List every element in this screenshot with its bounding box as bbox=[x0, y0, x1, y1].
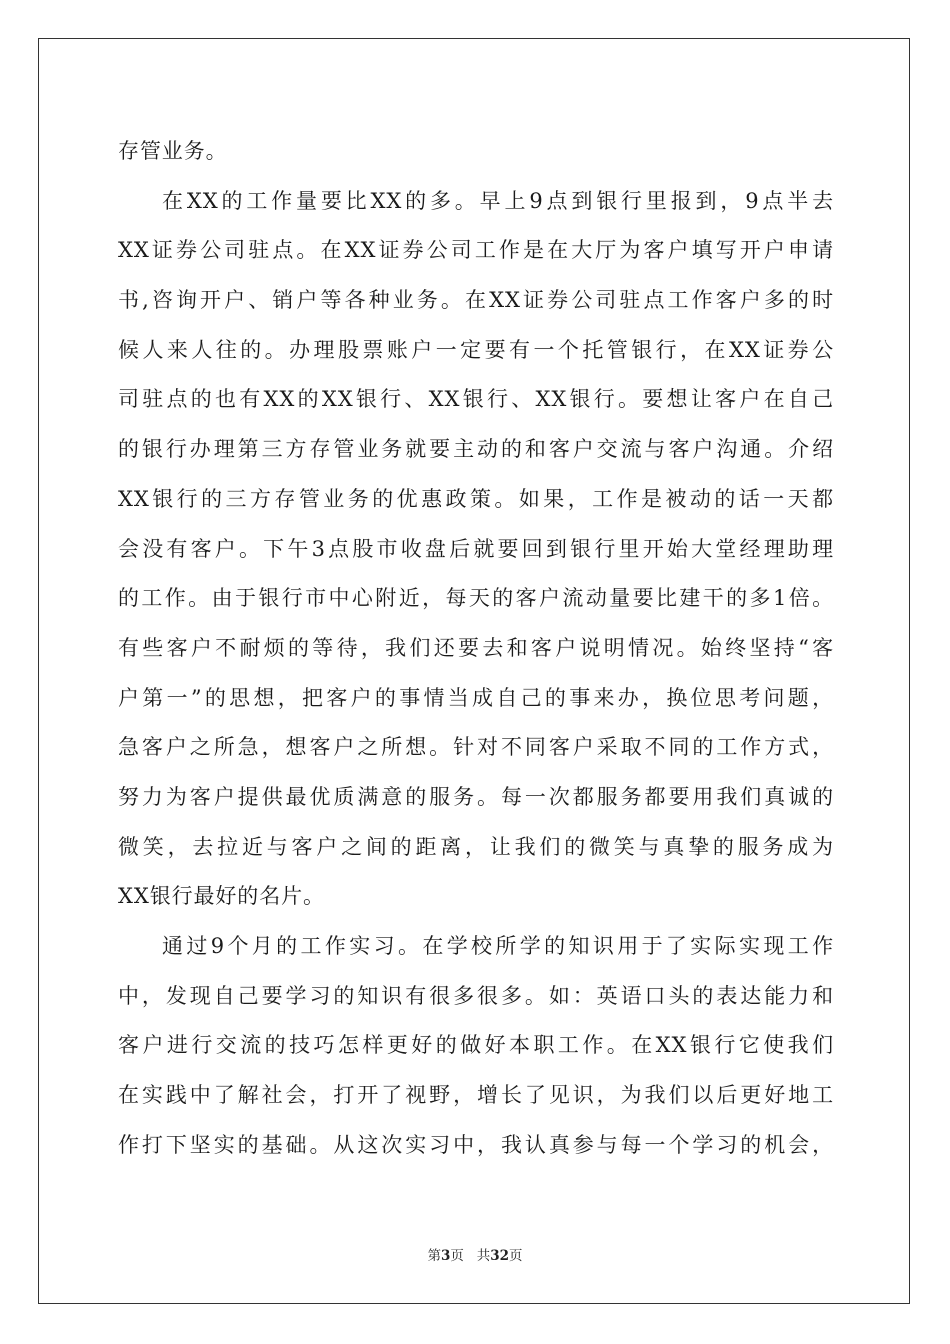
text-line: 存管业务。 bbox=[118, 139, 228, 163]
footer-total-prefix: 共 bbox=[476, 1248, 491, 1264]
text-line: 努力为客户提供最优质满意的服务。每一次都服务都要用我们真诚的 bbox=[118, 784, 834, 809]
text-line: 中，发现自己要学习的知识有很多很多。如：英语口头的表达能力和 bbox=[118, 983, 834, 1008]
text-line: 有些客户不耐烦的等待，我们还要去和客户说明情况。始终坚持“客 bbox=[118, 635, 834, 660]
page-footer bbox=[0, 1244, 950, 1264]
document-body bbox=[118, 127, 834, 1170]
text-line: 微笑，去拉近与客户之间的距离，让我们的微笑与真挚的服务成为 bbox=[118, 834, 834, 859]
text-line: 书,咨询开户、销户等各种业务。在XX证券公司驻点工作客户多的时 bbox=[118, 288, 834, 313]
text-line: 通过9个月的工作实习。在学校所学的知识用于了实际实现工作 bbox=[162, 934, 834, 958]
text-line: 的工作。由于银行市中心附近，每天的客户流动量要比建干的多1倍。 bbox=[118, 586, 834, 611]
text-line: 会没有客户。下午3点股市收盘后就要回到银行里开始大堂经理助理 bbox=[118, 536, 834, 561]
text-line: 客户进行交流的技巧怎样更好的做好本职工作。在XX银行它使我们 bbox=[118, 1033, 834, 1058]
text-line: 在实践中了解社会，打开了视野，增长了见识，为我们以后更好地工 bbox=[118, 1083, 834, 1108]
text-line: 急客户之所急，想客户之所想。针对不同客户采取不同的工作方式， bbox=[118, 735, 834, 760]
text-line: XX银行的三方存管业务的优惠政策。如果，工作是被动的话一天都 bbox=[118, 486, 834, 511]
text-line: 作打下坚实的基础。从这次实习中，我认真参与每一个学习的机会， bbox=[118, 1132, 834, 1157]
text-line: 候人来人往的。办理股票账户一定要有一个托管银行，在XX证券公 bbox=[118, 337, 834, 362]
footer-total-suffix: 页 bbox=[509, 1248, 523, 1264]
footer-total-pages: 32 bbox=[490, 1248, 510, 1264]
footer-page-number: 3 bbox=[440, 1248, 451, 1264]
text-line: 的银行办理第三方存管业务就要主动的和客户交流与客户沟通。介绍 bbox=[118, 437, 834, 462]
text-line: 在XX的工作量要比XX的多。早上9点到银行里报到，9点半去 bbox=[162, 188, 834, 213]
text-line: 户第一”的思想，把客户的事情当成自己的事来办，换位思考问题， bbox=[118, 685, 834, 710]
text-line: XX证券公司驻点。在XX证券公司工作是在大厅为客户填写开户申请 bbox=[118, 238, 834, 263]
text-line: 司驻点的也有XX的XX银行、XX银行、XX银行。要想让客户在自己 bbox=[118, 387, 834, 412]
footer-page-suffix: 页 bbox=[450, 1248, 464, 1264]
footer-page-prefix: 第 bbox=[427, 1248, 441, 1264]
text-line: XX银行最好的名片。 bbox=[118, 884, 325, 909]
